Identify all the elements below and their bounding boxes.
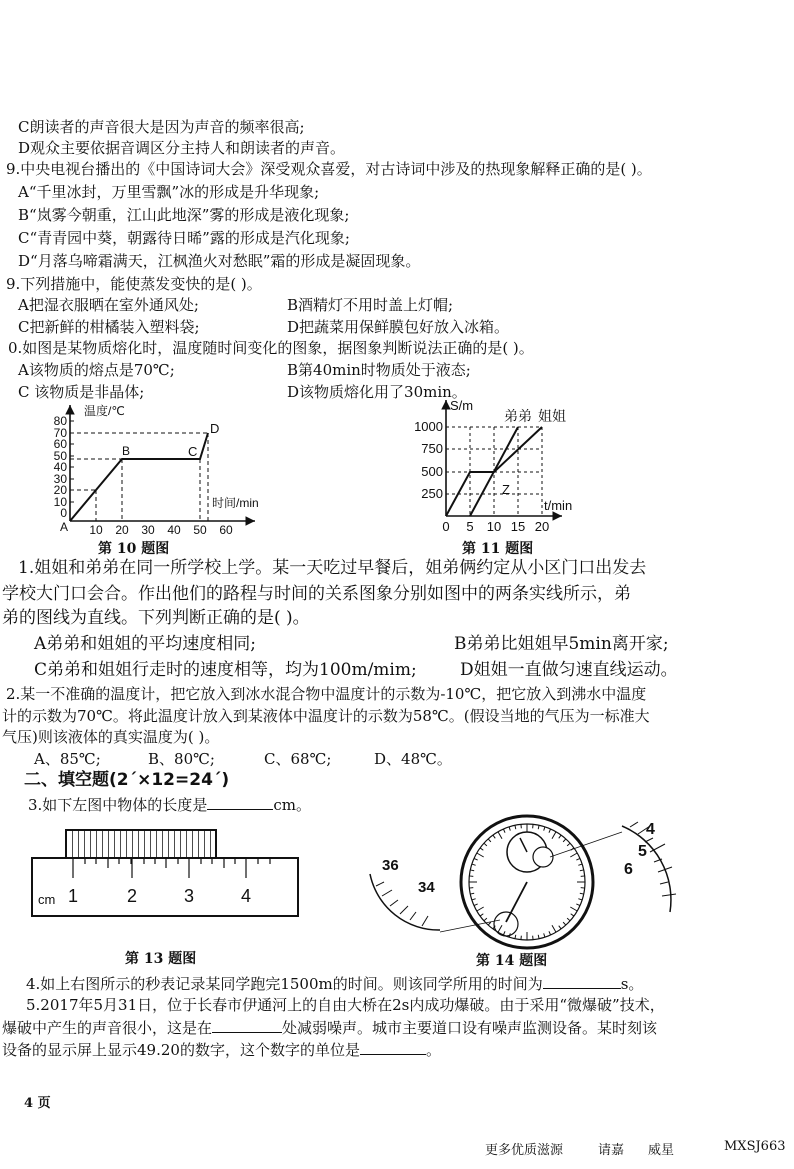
fig10-ytick-10: 10 [53, 495, 67, 509]
fig11-ytick-250: 250 [421, 486, 443, 501]
fig11-ytick-1000: 1000 [414, 419, 443, 434]
fig10-caption: 第 10 题图 [98, 541, 170, 557]
fig13-tick-1: 1 [67, 886, 79, 906]
q15-answer-blank-1[interactable] [212, 1018, 282, 1033]
fig10-ytick-20: 20 [53, 483, 67, 497]
q13-unit: cm。 [273, 796, 311, 814]
fig10-xtick-20: 20 [115, 523, 129, 537]
q10a-option-b: B酒精灯不用时盖上灯帽; [287, 296, 454, 314]
q13-stem [28, 795, 311, 814]
q10a-option-d: D把蔬菜用保鲜膜包好放入冰箱。 [287, 318, 510, 336]
q12-line1: 2.某一不准确的温度计，把它放入到冰水混合物中温度计的示数为-10℃，把它放入到沸水中温度 [6, 685, 647, 703]
fig14-inner-tick-36: 36 [382, 857, 399, 874]
fig14-outer-tick-4: 4 [646, 821, 655, 838]
q15-line3-pre: 设备的显示屏上显示49.20的数字，这个数字的单位是 [2, 1041, 360, 1059]
q10-option-a: A该物质的熔点是70℃; [18, 361, 175, 379]
q9-stem: 9.中央电视台播出的《中国诗词大会》深受观众喜爱，对古诗词中涉及的热现象解释正确的是( )。 [6, 160, 652, 178]
q15-line3 [2, 1040, 441, 1059]
q12-option-b: B、80℃; [148, 750, 215, 768]
fig11-legend-brother: 弟弟 [504, 408, 532, 424]
q10-option-c: C 该物质是非晶体; [18, 383, 145, 401]
q13-answer-blank[interactable] [207, 795, 273, 810]
fig14-outer-tick-5: 5 [638, 843, 647, 860]
fig14-outer-tick-6: 6 [624, 861, 633, 878]
q12-option-c: C、68℃; [264, 750, 332, 768]
q9-option-b: B“岚雾今朝重，江山此地深”雾的形成是液化现象; [18, 206, 350, 224]
fig13-tick-2: 2 [126, 886, 138, 906]
fig11-z-mark: Z [502, 482, 510, 497]
footer-text-2: 请嘉 [598, 1143, 625, 1158]
q12-option-a: A、85℃; [34, 750, 101, 768]
fig10-xtick-50: 50 [193, 523, 207, 537]
fig14-inner-tick-34: 34 [418, 879, 435, 896]
fig10-xtick-30: 30 [141, 523, 155, 537]
fig11-x-label: t/min [544, 498, 573, 513]
q10-option-d: D该物质熔化用了30min。 [287, 383, 467, 401]
q9-option-c: C“青青园中葵，朝露待日晞”露的形成是汽化现象; [18, 229, 350, 247]
q11-option-a: A弟弟和姐姐的平均速度相同; [34, 634, 257, 654]
fig10-y-label: 温度/℃ [84, 404, 125, 418]
q8-option-c: C朗读者的声音很大是因为声音的频率很高; [18, 118, 305, 136]
fig11-ytick-750: 750 [421, 441, 443, 456]
q15-line2 [2, 1018, 657, 1037]
page-number: 4 页 [24, 1096, 51, 1111]
fig14-caption: 第 14 题图 [476, 953, 548, 969]
fig13-tick-3: 3 [183, 886, 195, 906]
q12-line3: 气压)则该液体的真实温度为( )。 [2, 728, 220, 746]
fig10-xtick-40: 40 [167, 523, 181, 537]
fig11-xtick-20: 20 [534, 519, 550, 534]
q11-line1: 1.姐姐和弟弟在同一所学校上学。某一天吃过早餐后，姐弟俩约定从小区门口出发去 [18, 558, 647, 578]
q9-option-a: A“千里冰封，万里雪飘”冰的形成是升华现象; [18, 183, 320, 201]
fig10-ytick-60: 60 [53, 437, 67, 451]
fig11-y-label: S/m [450, 398, 474, 413]
fig11-caption: 第 11 题图 [462, 541, 534, 557]
q15-line1: 5.2017年5月31日，位于长春市伊通河上的自由大桥在2s内成功爆破。由于采用“微爆破”技术， [26, 996, 665, 1014]
fig11-xtick-5: 5 [466, 519, 474, 534]
q13-text: 3.如下左图中物体的长度是 [28, 796, 208, 814]
fig13-caption: 第 13 题图 [125, 951, 197, 967]
fig13-tick-4: 4 [240, 886, 252, 906]
footer-text-1: 更多优质滋源 [485, 1143, 564, 1158]
q15-line3-post: 。 [425, 1041, 441, 1059]
q10a-stem: 9.下列措施中，能使蒸发变快的是( )。 [6, 275, 262, 293]
q14-text: 4.如上右图所示的秒表记录某同学跑完1500m的时间。则该同学所用的时间为 [26, 975, 543, 993]
fig11-xtick-15: 15 [510, 519, 526, 534]
figure-13-ruler [30, 830, 300, 930]
q15-line2-pre: 爆破中产生的声音很小，这是在 [2, 1019, 213, 1037]
fig10-point-b: B [122, 444, 131, 458]
fig10-point-a: A [59, 520, 68, 534]
q15-answer-blank-2[interactable] [360, 1040, 426, 1055]
fig11-xtick-10: 10 [486, 519, 502, 534]
fig10-ytick-80: 80 [53, 414, 67, 428]
fig10-xtick-10: 10 [89, 523, 103, 537]
figure-11-graph [412, 396, 592, 536]
figure-10-graph [40, 403, 300, 538]
q12-option-d: D、48℃。 [374, 750, 452, 768]
fig13-object [66, 830, 216, 858]
fig10-ytick-0: 0 [60, 506, 67, 520]
q15-line2-post: 处减弱噪声。城市主要道口设有噪声监测设备。某时刻该 [282, 1019, 658, 1037]
fig11-ytick-500: 500 [421, 464, 443, 479]
footer-code: MXSJ663 [724, 1139, 786, 1154]
section-2-title: 二、填空题(2ˊ×12=24ˊ) [24, 770, 230, 790]
q14-stem [26, 974, 643, 993]
fig13-left-mark: cm [38, 892, 56, 907]
footer-text-3: 威星 [648, 1143, 675, 1158]
q11-line3: 弟的图线为直线。下列判断正确的是( )。 [2, 608, 310, 628]
q12-line2: 计的示数为70℃。将此温度计放入到某液体中温度计的示数为58℃。(假设当地的气压为一标准大 [2, 707, 650, 725]
q11-option-c: C弟弟和姐姐行走时的速度相等，均为100m/mim; [34, 660, 417, 680]
q10a-option-c: C把新鲜的柑橘装入塑料袋; [18, 318, 200, 336]
fig10-ytick-30: 30 [53, 472, 67, 486]
q10a-option-a: A把湿衣服晒在室外通风处; [18, 296, 199, 314]
fig10-point-c: C [188, 444, 198, 459]
fig10-point-d: D [210, 421, 220, 436]
fig10-ytick-50: 50 [53, 449, 67, 463]
fig10-ytick-40: 40 [53, 460, 67, 474]
q10-option-b: B第40min时物质处于液态; [287, 361, 471, 379]
fig11-legend-sister: 姐姐 [538, 408, 566, 424]
fig10-xtick-60: 60 [219, 523, 233, 537]
fig11-xtick-0: 0 [442, 519, 450, 534]
fig10-x-label: 时间/min [212, 496, 259, 510]
q11-option-d: D姐姐一直做匀速直线运动。 [460, 660, 678, 680]
q8-option-d: D观众主要依据音调区分主持人和朗读者的声音。 [18, 139, 346, 157]
q11-line2: 学校大门口会合。作出他们的路程与时间的关系图象分别如图中的两条实线所示，弟 [2, 584, 631, 604]
fig10-ytick-70: 70 [53, 426, 67, 440]
q14-unit: s。 [620, 975, 644, 993]
q11-option-b: B弟弟比姐姐早5min离开家; [454, 634, 669, 654]
q10-stem: 0.如图是某物质熔化时，温度随时间变化的图象，据图象判断说法正确的是( )。 [8, 339, 534, 357]
q9-option-d: D“月落乌啼霜满天，江枫渔火对愁眠”霜的形成是凝固现象。 [18, 252, 421, 270]
q14-answer-blank[interactable] [543, 974, 621, 989]
figure-14-stopwatch [360, 812, 700, 947]
